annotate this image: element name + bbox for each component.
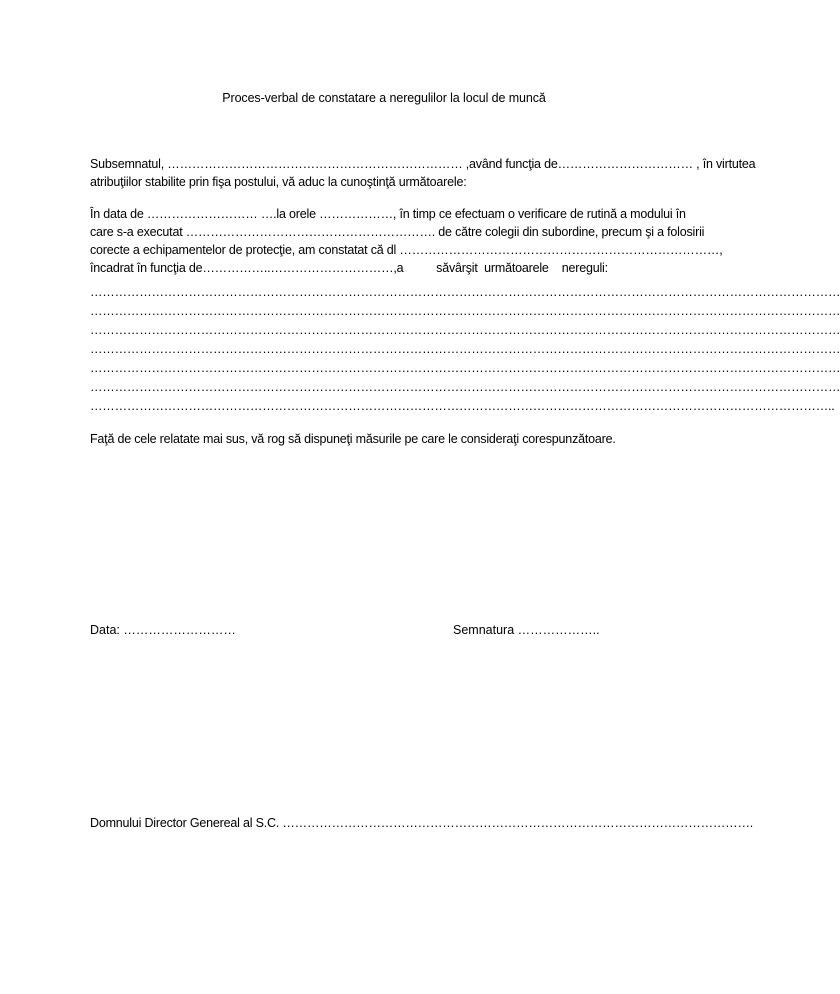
findings-line-2: care s-a executat ……………………………………………………. de către colegii din subordine, precum şi a folosirii — [90, 225, 705, 239]
blank-line: ………………………………………………………………………………………………………………………………………………………………… — [90, 380, 840, 394]
intro-paragraph — [90, 155, 756, 191]
blank-line: ………………………………………………………………………………………………………………………………………………………………… — [90, 304, 840, 318]
request-paragraph: Faţă de cele relatate mai sus, vă rog să dispuneţi măsurile pe care le consideraţi corespunzătoare. — [90, 432, 616, 446]
findings-line-4: încadrat în funcţia de……………..…………………………,a săvârşit următoarele nereguli: — [90, 261, 608, 275]
findings-line-3: corecte a echipamentelor de protecţie, am constatat că dl ……………………………………………………………………, — [90, 243, 723, 257]
findings-paragraph — [90, 205, 723, 277]
blank-line: ………………………………………………………………………………………………………………………………………………………………… — [90, 285, 840, 299]
document-title: Proces-verbal de constatare a neregulilor la locul de muncă — [222, 91, 546, 105]
findings-line-1: În data de ……………………… ….la orele ………………, în timp ce efectuam o verificare de rutină a modului în — [90, 207, 686, 221]
date-field: Data: ……………………… — [90, 623, 236, 637]
intro-line-1: Subsemnatul, ……………………………………………………………… ,având funcţia de…………………………… , în virtutea — [90, 157, 756, 171]
irregularities-blank-lines — [90, 283, 840, 416]
blank-line: ……………………………………………………………………………………………………………………………………………………………….. — [90, 399, 835, 413]
director-address-line: Domnului Director Genereal al S.C. ……………………………………………………………………………………………………. — [90, 816, 754, 830]
blank-line: ………………………………………………………………………………………………………………………………………………………………… — [90, 342, 840, 356]
intro-line-2: atribuţiilor stabilite prin fişa postului, vă aduc la cunoştinţă următoarele: — [90, 175, 467, 189]
blank-line: ………………………………………………………………………………………………………………………………………………………………… — [90, 361, 840, 375]
signature-field: Semnatura ……………….. — [453, 623, 600, 637]
blank-line: ………………………………………………………………………………………………………………………………………………………………… — [90, 323, 840, 337]
